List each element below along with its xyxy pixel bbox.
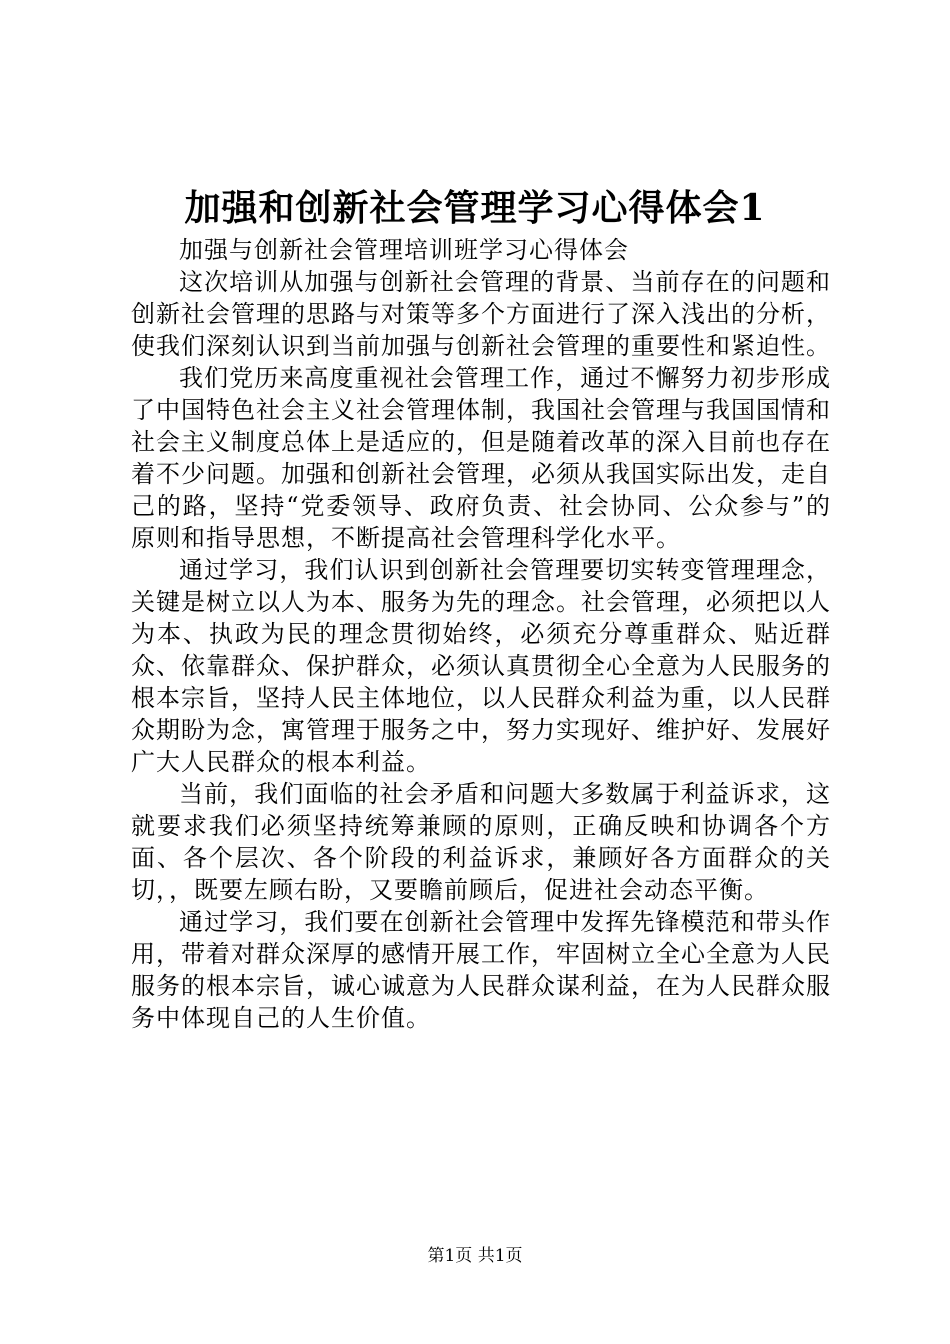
body-paragraph: 我们党历来高度重视社会管理工作，通过不懈努力初步形成了中国特色社会主义社会管理体制，我国社会管理与我国国情和社会主义制度总体上是适应的，但是随着改革的深入目前也存在着不少问题。加强和创新社会管理，必须从我国实际出发，走自己的路，坚持“党委领导、政府负责、社会协同、公众参与”的原则和指导思想，不断提高社会管理科学化水平。 xyxy=(131,364,831,552)
subtitle-paragraph: 加强与创新社会管理培训班学习心得体会 xyxy=(179,236,629,264)
document-body xyxy=(131,234,831,1034)
page-footer: 第1页 共1页 xyxy=(427,1246,523,1266)
document-title: 加强和创新社会管理学习心得体会1 xyxy=(184,187,766,229)
body-paragraph: 通过学习，我们要在创新社会管理中发挥先锋模范和带头作用，带着对群众深厚的感情开展工作，牢固树立全心全意为人民服务的根本宗旨，诚心诚意为人民群众谋利益，在为人民群众服务中体现自己的人生价值。 xyxy=(131,908,831,1032)
body-paragraph: 这次培训从加强与创新社会管理的背景、当前存在的问题和创新社会管理的思路与对策等多个方面进行了深入浅出的分析，使我们深刻认识到当前加强与创新社会管理的重要性和紧迫性。 xyxy=(131,268,831,360)
body-paragraph: 通过学习，我们认识到创新社会管理要切实转变管理理念，关键是树立以人为本、服务为先的理念。社会管理，必须把以人为本、执政为民的理念贯彻始终，必须充分尊重群众、贴近群众、依靠群众、保护群众，必须认真贯彻全心全意为人民服务的根本宗旨，坚持人民主体地位，以人民群众利益为重，以人民群众期盼为念，寓管理于服务之中，努力实现好、维护好、发展好广大人民群众的根本利益。 xyxy=(131,556,831,776)
body-paragraph: 当前，我们面临的社会矛盾和问题大多数属于利益诉求，这就要求我们必须坚持统筹兼顾的原则，正确反映和协调各个方面、各个层次、各个阶段的利益诉求，兼顾好各方面群众的关切，，既要左顾右盼，又要瞻前顾后，促进社会动态平衡。 xyxy=(131,780,831,904)
